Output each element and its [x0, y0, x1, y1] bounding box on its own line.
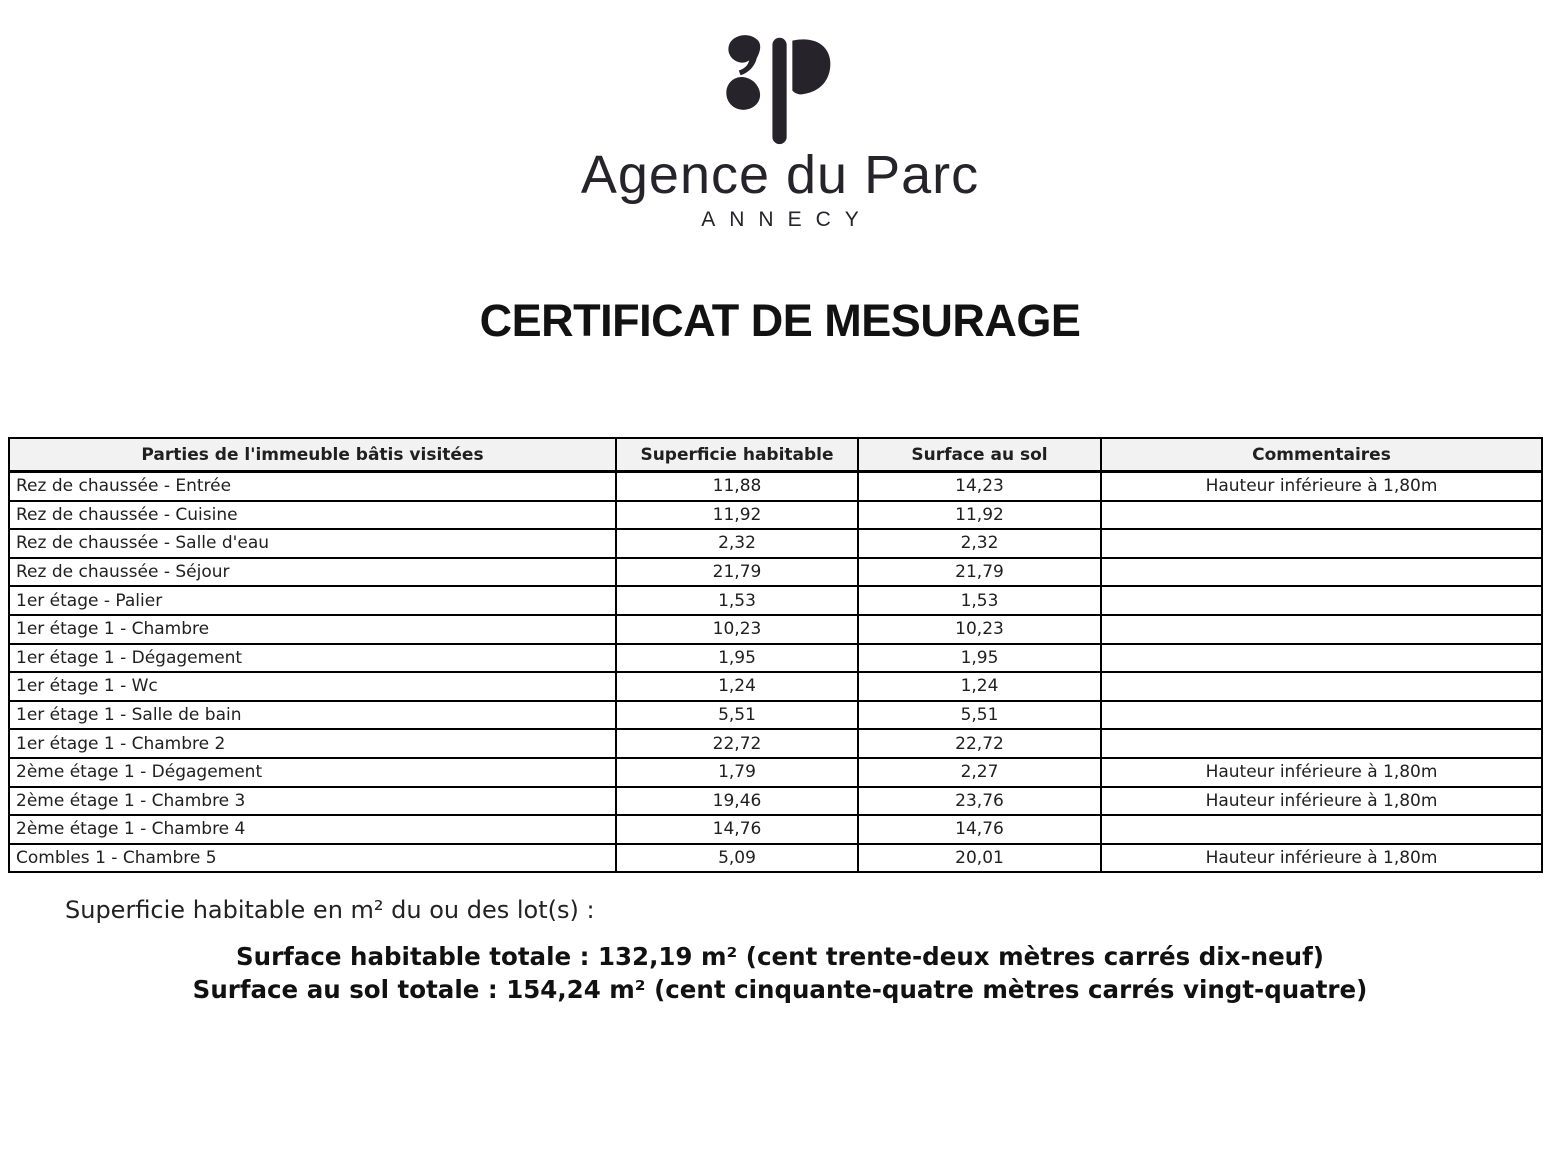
table-row [9, 615, 1542, 644]
table-row [9, 787, 1542, 816]
cell-superficie: 21,79 [616, 558, 858, 587]
cell-commentaire [1101, 529, 1542, 558]
cell-partie: 1er étage 1 - Chambre 2 [9, 729, 616, 758]
table-row [9, 501, 1542, 530]
cell-commentaire [1101, 501, 1542, 530]
cell-partie: 2ème étage 1 - Chambre 4 [9, 815, 616, 844]
cell-superficie: 1,79 [616, 758, 858, 787]
total-sol: Surface au sol totale : 154,24 m² (cent cinquante-quatre mètres carrés vingt-quatre) [192, 974, 1368, 1004]
cell-superficie: 10,23 [616, 615, 858, 644]
table-row [9, 815, 1542, 844]
cell-partie: 2ème étage 1 - Dégagement [9, 758, 616, 787]
cell-surface: 5,51 [858, 701, 1101, 730]
table-row [9, 844, 1542, 873]
cell-commentaire [1101, 815, 1542, 844]
cell-partie: 1er étage 1 - Chambre [9, 615, 616, 644]
totals-block [0, 941, 1560, 1006]
cell-partie: 1er étage - Palier [9, 586, 616, 615]
cell-superficie: 1,24 [616, 672, 858, 701]
logo-block [0, 0, 1560, 230]
cell-partie: 2ème étage 1 - Chambre 3 [9, 787, 616, 816]
cell-superficie: 11,88 [616, 472, 858, 501]
document-title: CERTIFICAT DE MESURAGE [479, 295, 1081, 346]
cell-surface: 21,79 [858, 558, 1101, 587]
cell-superficie: 19,46 [616, 787, 858, 816]
cell-commentaire [1101, 615, 1542, 644]
measurement-table [8, 437, 1543, 873]
cell-commentaire [1101, 586, 1542, 615]
table-row [9, 729, 1542, 758]
table-row [9, 472, 1542, 501]
cell-superficie: 2,32 [616, 529, 858, 558]
col-header-parties: Parties de l'immeuble bâtis visitées [9, 438, 616, 472]
cell-surface: 2,27 [858, 758, 1101, 787]
cell-commentaire: Hauteur inférieure à 1,80m [1101, 787, 1542, 816]
cell-superficie: 14,76 [616, 815, 858, 844]
cell-commentaire: Hauteur inférieure à 1,80m [1101, 844, 1542, 873]
cell-commentaire [1101, 672, 1542, 701]
table-header-row [9, 438, 1542, 472]
cell-commentaire [1101, 701, 1542, 730]
table-row [9, 644, 1542, 673]
cell-surface: 23,76 [858, 787, 1101, 816]
cell-partie: 1er étage 1 - Salle de bain [9, 701, 616, 730]
cell-partie: 1er étage 1 - Dégagement [9, 644, 616, 673]
cell-superficie: 1,53 [616, 586, 858, 615]
table-row [9, 586, 1542, 615]
brand-name: Agence du Parc [580, 145, 980, 205]
measurement-table-body [9, 472, 1542, 873]
cell-commentaire [1101, 558, 1542, 587]
cell-commentaire [1101, 729, 1542, 758]
cell-surface: 11,92 [858, 501, 1101, 530]
cell-superficie: 22,72 [616, 729, 858, 758]
cell-surface: 22,72 [858, 729, 1101, 758]
cell-surface: 2,32 [858, 529, 1101, 558]
cell-surface: 14,76 [858, 815, 1101, 844]
table-row [9, 701, 1542, 730]
footer-intro: Superficie habitable en m² du ou des lot(s) : [65, 896, 595, 925]
cell-superficie: 5,51 [616, 701, 858, 730]
col-header-commentaires: Commentaires [1101, 438, 1542, 472]
col-header-superficie: Superficie habitable [616, 438, 858, 472]
agence-du-parc-logo-icon [717, 34, 843, 146]
cell-surface: 20,01 [858, 844, 1101, 873]
table-row [9, 558, 1542, 587]
cell-commentaire: Hauteur inférieure à 1,80m [1101, 472, 1542, 501]
cell-partie: 1er étage 1 - Wc [9, 672, 616, 701]
cell-partie: Rez de chaussée - Entrée [9, 472, 616, 501]
table-wrapper [0, 437, 1560, 873]
cell-partie: Rez de chaussée - Cuisine [9, 501, 616, 530]
total-habitable: Surface habitable totale : 132,19 m² (cent trente-deux mètres carrés dix-neuf) [236, 942, 1324, 972]
cell-surface: 1,53 [858, 586, 1101, 615]
cell-partie: Rez de chaussée - Séjour [9, 558, 616, 587]
cell-superficie: 1,95 [616, 644, 858, 673]
cell-surface: 1,95 [858, 644, 1101, 673]
cell-superficie: 5,09 [616, 844, 858, 873]
cell-commentaire: Hauteur inférieure à 1,80m [1101, 758, 1542, 787]
cell-partie: Rez de chaussée - Salle d'eau [9, 529, 616, 558]
cell-surface: 14,23 [858, 472, 1101, 501]
cell-surface: 1,24 [858, 672, 1101, 701]
table-row [9, 672, 1542, 701]
cell-commentaire [1101, 644, 1542, 673]
table-row [9, 758, 1542, 787]
col-header-surface: Surface au sol [858, 438, 1101, 472]
table-row [9, 529, 1542, 558]
cell-partie: Combles 1 - Chambre 5 [9, 844, 616, 873]
brand-city: ANNECY [701, 208, 873, 231]
cell-surface: 10,23 [858, 615, 1101, 644]
cell-superficie: 11,92 [616, 501, 858, 530]
